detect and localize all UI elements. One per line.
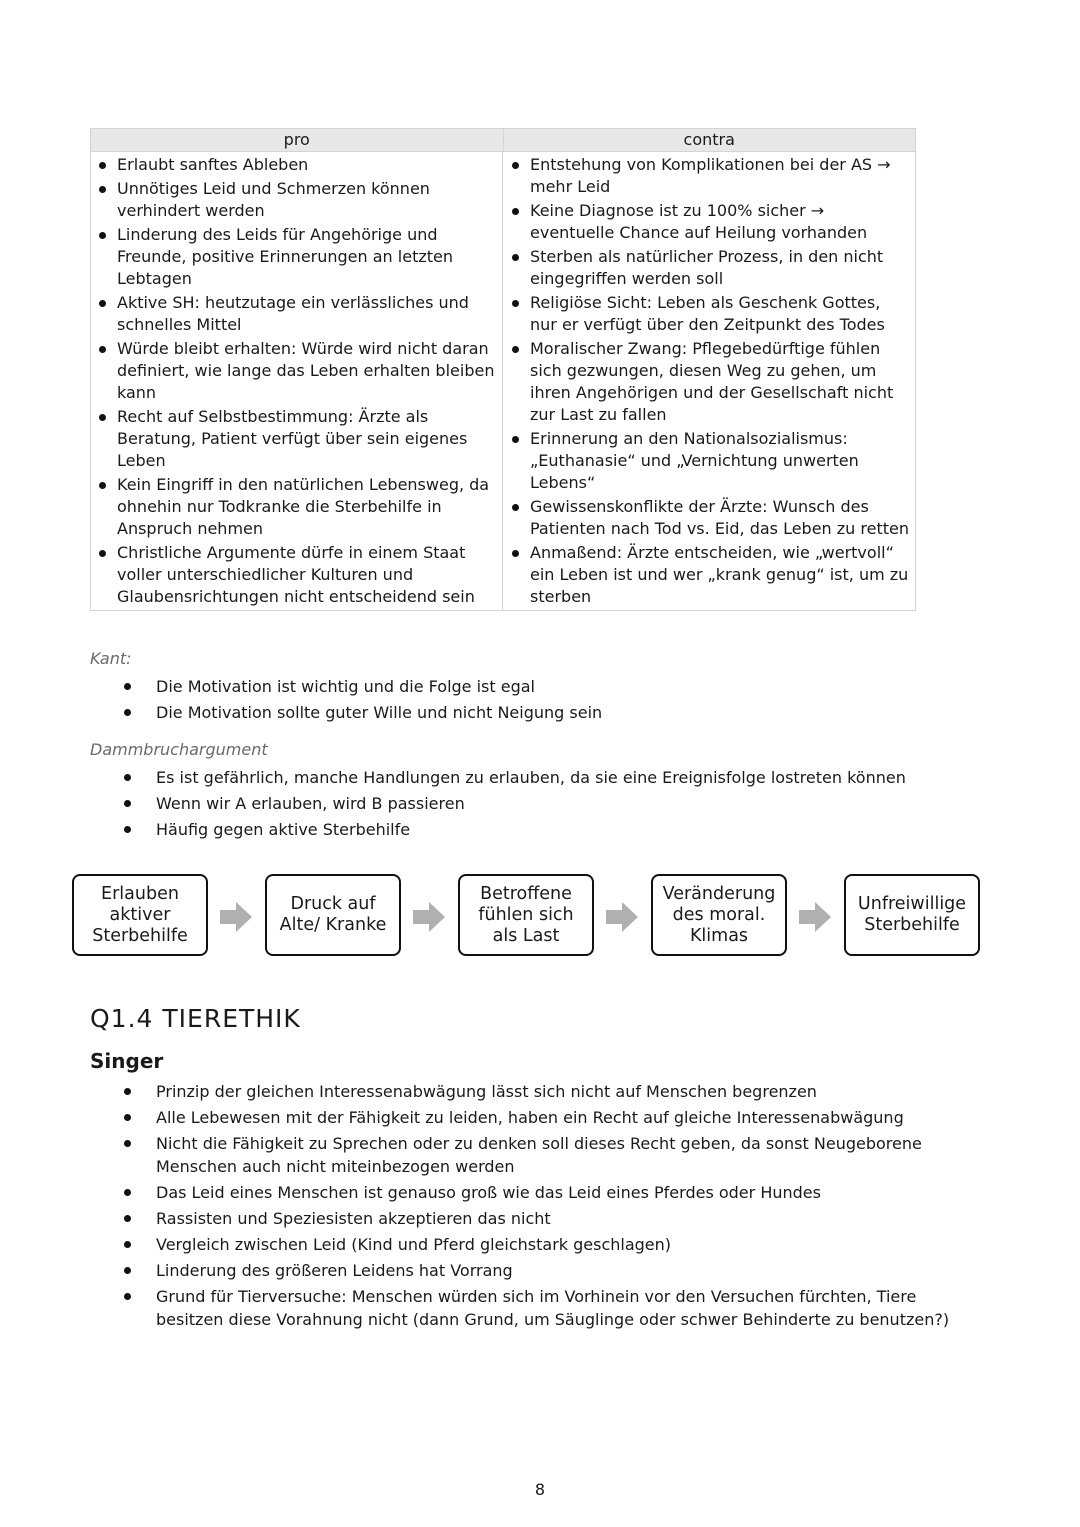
flow-step: Unfreiwillige Sterbehilfe	[844, 874, 980, 956]
contra-list	[508, 154, 909, 608]
arrow-right-icon	[606, 902, 638, 932]
dammbruch-item: Es ist gefährlich, manche Handlungen zu erlauben, da sie eine Ereignisfolge lostreten können	[120, 766, 906, 789]
arrow-right-icon	[413, 902, 445, 932]
singer-item: Alle Lebewesen mit der Fähigkeit zu leiden, haben ein Recht auf gleiche Interessenabwägung	[120, 1106, 980, 1129]
contra-item: Entstehung von Komplikationen bei der AS → mehr Leid	[508, 154, 909, 198]
arrow-right-icon	[220, 902, 252, 932]
singer-item: Nicht die Fähigkeit zu Sprechen oder zu denken soll dieses Recht geben, da sonst Neugeborene Menschen auch nicht miteinbezogen werden	[120, 1132, 980, 1178]
pro-item: Kein Eingriff in den natürlichen Lebensweg, da ohnehin nur Todkranke die Sterbehilfe in Anspruch nehmen	[95, 474, 496, 540]
pro-contra-table	[90, 128, 916, 611]
dammbruch-item: Wenn wir A erlauben, wird B passieren	[120, 792, 906, 815]
singer-item: Linderung des größeren Leidens hat Vorrang	[120, 1259, 980, 1282]
singer-item: Grund für Tierversuche: Menschen würden sich im Vorhinein vor den Versuchen fürchten, Tiere besitzen diese Vorahnung nicht (dann Grund, um Säuglinge oder schwer Behinderte zu benutzen?)	[120, 1285, 980, 1331]
contra-item: Keine Diagnose ist zu 100% sicher → eventuelle Chance auf Heilung vorhanden	[508, 200, 909, 244]
singer-item: Vergleich zwischen Leid (Kind und Pferd gleichstark geschlagen)	[120, 1233, 980, 1256]
contra-item: Gewissenskonflikte der Ärzte: Wunsch des Patienten nach Tod vs. Eid, das Leben zu retten	[508, 496, 909, 540]
contra-item: Sterben als natürlicher Prozess, in den nicht eingegriffen werden soll	[508, 246, 909, 290]
flow-step: Betroffene fühlen sich als Last	[458, 874, 594, 956]
section-heading: Q1.4 TIERETHIK	[90, 1004, 301, 1033]
contra-column	[503, 152, 915, 610]
pro-item: Linderung des Leids für Angehörige und Freunde, positive Erinnerungen an letzten Lebtagen	[95, 224, 496, 290]
table-header-row	[91, 129, 915, 152]
arrow-right-icon	[799, 902, 831, 932]
kant-item: Die Motivation sollte guter Wille und nicht Neigung sein	[120, 701, 602, 724]
kant-list	[120, 675, 602, 727]
kant-item: Die Motivation ist wichtig und die Folge ist egal	[120, 675, 602, 698]
pro-item: Aktive SH: heutzutage ein verlässliches und schnelles Mittel	[95, 292, 496, 336]
page-number: 8	[534, 1480, 546, 1499]
contra-item: Moralischer Zwang: Pflegebedürftige fühlen sich gezwungen, diesen Weg zu gehen, um ihren Angehörigen und der Gesellschaft nicht zur Last zu fallen	[508, 338, 909, 426]
singer-item: Das Leid eines Menschen ist genauso groß wie das Leid eines Pferdes oder Hundes	[120, 1181, 980, 1204]
dammbruch-item: Häufig gegen aktive Sterbehilfe	[120, 818, 906, 841]
pro-item: Recht auf Selbstbestimmung: Ärzte als Beratung, Patient verfügt über sein eigenes Leben	[95, 406, 496, 472]
pro-item: Würde bleibt erhalten: Würde wird nicht daran definiert, wie lange das Leben erhalten bleiben kann	[95, 338, 496, 404]
contra-header: contra	[683, 130, 735, 149]
contra-item: Religiöse Sicht: Leben als Geschenk Gottes, nur er verfügt über den Zeitpunkt des Todes	[508, 292, 909, 336]
singer-list	[120, 1080, 980, 1334]
dammbruch-flow-diagram	[70, 874, 982, 960]
pro-item: Christliche Argumente dürfe in einem Staat voller unterschiedlicher Kulturen und Glaubensrichtungen nicht entscheidend sein	[95, 542, 496, 608]
flow-step: Druck auf Alte/ Kranke	[265, 874, 401, 956]
contra-item: Anmaßend: Ärzte entscheiden, wie „wertvoll“ ein Leben ist und wer „krank genug“ ist, um zu sterben	[508, 542, 909, 608]
flow-step: Veränderung des moral. Klimas	[651, 874, 787, 956]
flow-step: Erlauben aktiver Sterbehilfe	[72, 874, 208, 956]
table-body	[91, 152, 915, 610]
contra-item: Erinnerung an den Nationalsozialismus: „Euthanasie“ und „Vernichtung unwerten Lebens“	[508, 428, 909, 494]
pro-item: Unnötiges Leid und Schmerzen können verhindert werden	[95, 178, 496, 222]
dammbruch-label: Dammbruchargument	[90, 740, 268, 759]
pro-list	[95, 154, 496, 608]
pro-item: Erlaubt sanftes Ableben	[95, 154, 496, 176]
section-subheading: Singer	[90, 1049, 164, 1073]
dammbruch-list	[120, 766, 906, 844]
singer-item: Rassisten und Speziesisten akzeptieren das nicht	[120, 1207, 980, 1230]
kant-label: Kant:	[90, 649, 132, 668]
singer-item: Prinzip der gleichen Interessenabwägung lässt sich nicht auf Menschen begrenzen	[120, 1080, 980, 1103]
pro-header: pro	[91, 129, 504, 151]
pro-column	[91, 152, 503, 610]
